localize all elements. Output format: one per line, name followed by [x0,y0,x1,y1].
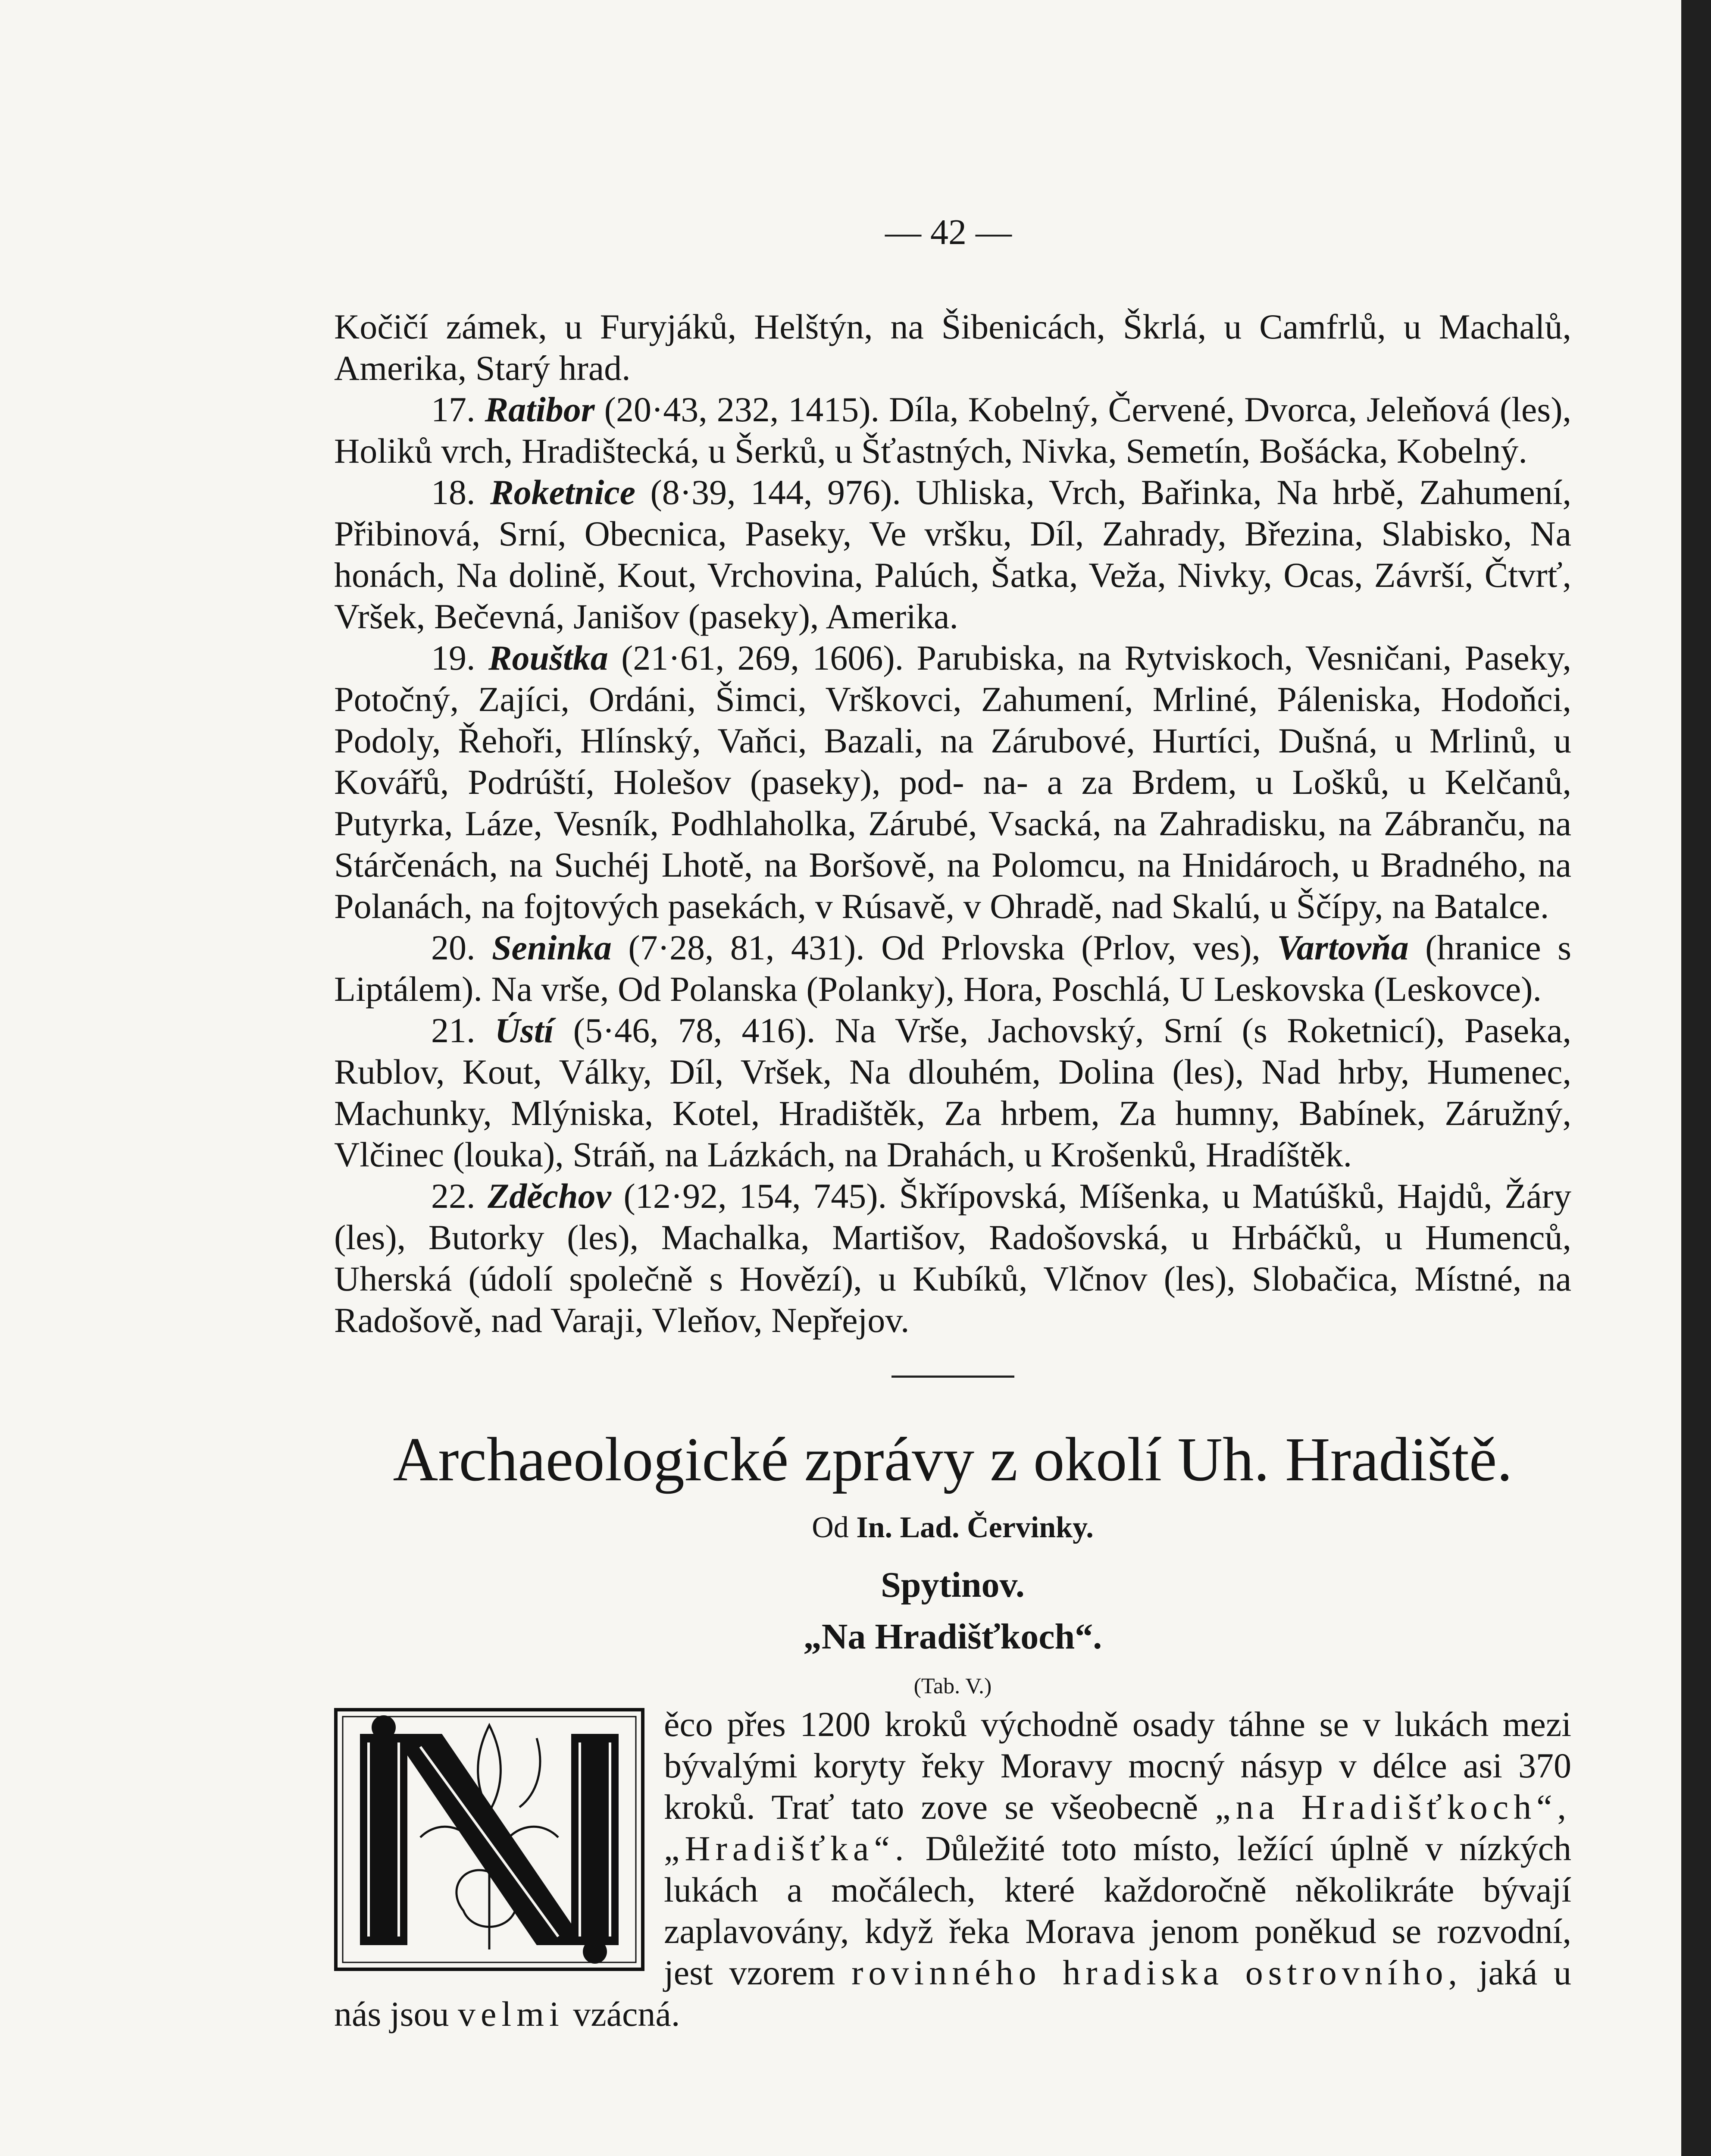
entry-text: (8·39, 144, 976). Uhliska, Vrch, Bařinka, Na hrbě, Zahumení, Přibinová, Srní, Obecnica, Paseky, Ve vršku, Díl, Zahrady, Březina, Slabisko, Na honách, Na dolině, Kout, Vrchovina, Palúch, Šatka, Veža, Nivky, Ocas, Závrší, Čtvrť, Vršek, Bečevná, Janišov (paseky), Amerika. [334,473,1572,636]
entry-22 [334,1175,1571,1341]
spaced-emphasis-type: rovinného hradiska ostrovního, [851,1953,1463,1992]
entry-number: 21. [431,1011,475,1050]
body-text-continued: Důležité toto místo, ležící úplně v nízkých lukách a močálech, které každoročně několikráte bývají zaplavovány, když řeka Morava jenom poněkud se rozvodní, jest vzorem [664,1829,1571,1992]
entry-16-tail: Kočičí zámek, u Furyjáků, Helštýn, na Šibenicách, Škrlá, u Camfrlů, u Machalů, Amerika, Starý hrad. [334,307,1571,388]
entry-number: 19. [431,638,475,677]
entry-18 [334,472,1571,637]
page-number: — 42 — [885,212,1012,252]
section-divider [891,1376,1014,1378]
body-text: ěco přes 1200 kroků východně osady táhne se v lukách mezi bývalými koryty řeky Moravy mocný násyp v délce asi 370 kroků. Trať tato zove se všeobecně [664,1705,1571,1827]
village-name: Ústí [494,1011,554,1050]
entry-text: (7·28, 81, 431). Od Prlovska (Prlov, ves), [611,928,1277,967]
entry-text: (21·61, 269, 1606). Parubiska, na Rytviskoch, Vesničani, Paseky, Potočný, Zajíci, Ordáni, Šimci, Vrškovci, Zahumení, Mrliné, Páleniska, Hodoňci, Podoly, Řehoři, Hlínský, Vaňci, Bazali, na Zárubové, Hurtíci, Dušná, u Mrlinů, u Kovářů, Podrúští, Holešov (paseky), pod- na- a za Brdem, u Lošků, u Kelčanů, Putyrka, Láze, Vesník, Podhlaholka, Zárubé, Vsacká, na Zahradisku, na Zábranču, na Stárčenách, na Suchéj Lhotě, na Boršově, na Polomcu, na Hnidároch, u Bradného, na Polanách, na fojtových pasekách, v Rúsavě, v Ohradě, nad Skalú, u Ščípy, na Batalce. [334,638,1571,926]
body-text-final: vzácná. [564,1994,680,2034]
village-name: Zděchov [488,1176,611,1216]
place-heading: Spytinov. [881,1565,1025,1605]
entry-17 [334,389,1571,472]
article-author [334,1507,1571,1548]
entry-21 [334,1010,1571,1175]
ornament-initial-icon [334,1708,644,1971]
article-title: Archaeologické zprávy z okolí Uh. Hradiště. [393,1425,1513,1494]
entry-20 [334,927,1571,1010]
entry-19 [334,637,1571,927]
author-prefix: Od [812,1511,857,1544]
locality-heading: „Na Hradišťkoch“. [803,1617,1102,1657]
village-name: Seninka [491,928,612,967]
decorative-initial-n [334,1708,644,1971]
village-name: Ratibor [485,390,595,429]
village-name: Roketnice [490,473,636,512]
entry-text: (20·43, 232, 1415). Díla, Kobelný, Červené, Dvorca, Jeleňová (les), Holiků vrch, Hradištecká, u Šerků, u Šťastných, Nivka, Semetín, Bošácka, Kobelný. [334,390,1572,470]
entry-number: 22. [431,1176,475,1216]
entry-text-continued: (hranice s Liptálem). Na vrše, Od Polanska (Polanky), Hora, Poschlá, U Leskovska (Leskovce). [334,928,1571,1009]
entry-number: 18. [431,473,475,512]
main-text [334,306,1571,2035]
locality-name: Vartovňa [1277,928,1409,967]
body-text-end: jaká u nás jsou [334,1953,1572,2034]
entry-number: 20. [431,928,475,967]
spaced-emphasis: „na Hradišťkoch“, „Hradišťka“. [664,1787,1571,1868]
plate-reference: (Tab. V.) [913,1674,992,1698]
entry-text: (12·92, 154, 745). Škřípovská, Míšenka, u Matúšků, Hajdů, Žáry (les), Butorky (les), Machalka, Martišov, Radošovská, u Hrbáčků, u Humenců, Uherská (údolí společně s Hovězí), u Kubíků, Vlčnov (les), Slobačica, Místné, na Radošově, nad Varaji, Vleňov, Nepřejov. [334,1176,1571,1340]
spaced-emphasis-word: velmi [458,1994,564,2034]
entry-number: 17. [431,390,475,429]
author-name: In. Lad. Červinky. [856,1511,1094,1544]
entry-text: (5·46, 78, 416). Na Vrše, Jachovský, Srní (s Roketnicí), Paseka, Rublov, Kout, Války, Díl, Vršek, Na dlouhém, Dolina (les), Nad hrby, Humenec, Machunky, Mlýniska, Kotel, Hradištěk, Za hrbem, Za humny, Babínek, Záružný, Vlčinec (louka), Stráň, na Lázkách, na Drahách, u Krošenků, Hradíštěk. [334,1011,1572,1174]
village-name: Rouštka [488,638,608,677]
